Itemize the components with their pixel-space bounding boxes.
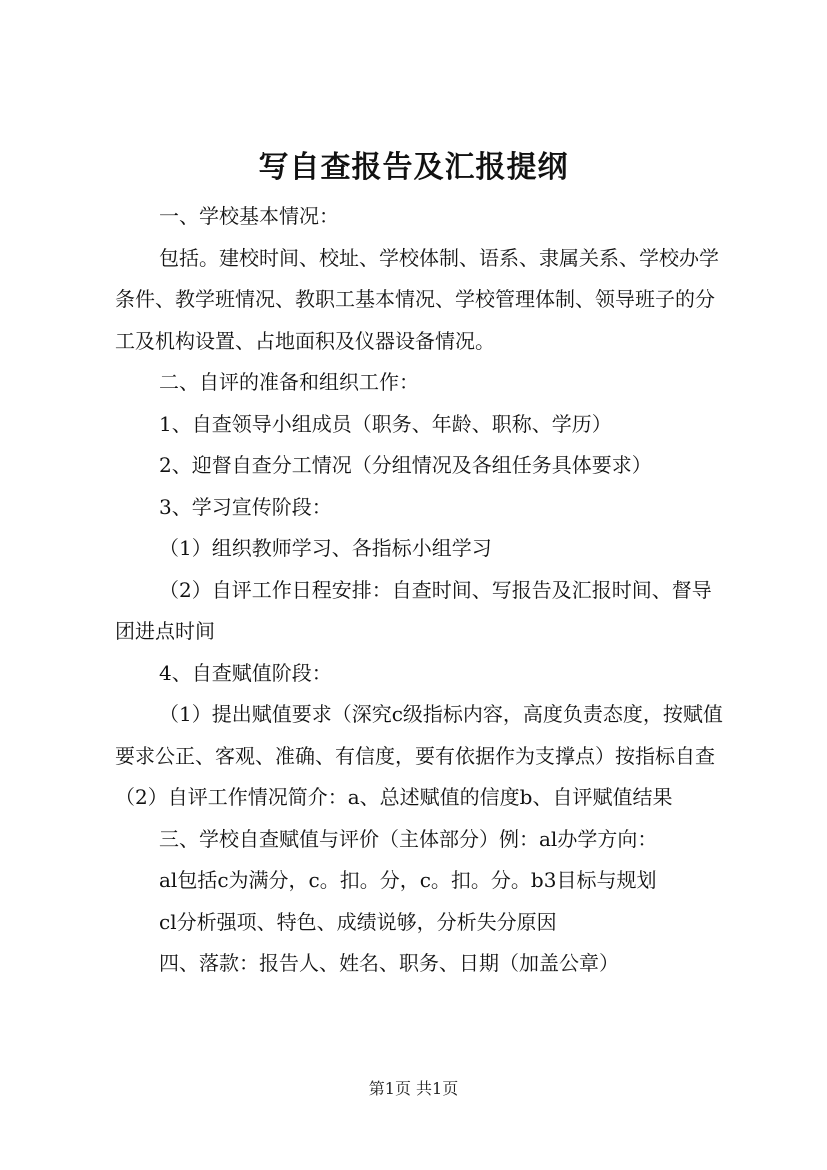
paragraph-self-check-assignment-stage: 4、自查赋值阶段： <box>159 660 332 685</box>
paragraph-self-check-leader-group: 1、自查领导小组成员（职务、年龄、职称、学历） <box>159 411 612 436</box>
paragraph-scoring-example: al包括c为满分，c。扣。分，c。扣。分。b3目标与规划 <box>159 868 657 892</box>
paragraph-strengths-analysis: cl分析强项、特色、成绩说够，分析失分原因 <box>159 909 557 934</box>
paragraph-school-basic-info-heading: 一、学校基本情况： <box>159 204 339 228</box>
document-body <box>115 196 725 985</box>
paragraph-self-evaluation-preparation-heading: 二、自评的准备和组织工作： <box>159 370 419 394</box>
paragraph-school-self-check-evaluation: 三、学校自查赋值与评价（主体部分）例：al办学方向： <box>159 826 658 851</box>
paragraph-assignment-requirements: （1）提出赋值要求（深究c级指标内容，高度负责态度，按赋值要求公正、客观、准确、有信度，要有依据作为支撑点）按指标自查（2）自评工作情况简介：a、总述赋值的信度b、自评赋值结果 <box>115 702 723 809</box>
page-footer: 第1页 共1页 <box>368 1079 459 1098</box>
paragraph-learning-promotion-stage: 3、学习宣传阶段： <box>159 494 332 519</box>
paragraph-teacher-learning: （1）组织教师学习、各指标小组学习 <box>159 536 492 560</box>
paragraph-self-evaluation-schedule: （2）自评工作日程安排：自查时间、写报告及汇报时间、督导团进点时间 <box>115 577 712 643</box>
paragraph-signature-section: 四、落款：报告人、姓名、职务、日期（加盖公章） <box>159 951 619 975</box>
paragraph-self-check-division: 2、迎督自查分工情况（分组情况及各组任务具体要求） <box>159 453 652 477</box>
paragraph-school-basic-info-details: 包括。建校时间、校址、学校体制、语系、隶属关系、学校办学条件、教学班情况、教职工基本情况、学校管理体制、领导班子的分工及机构设置、占地面积及仪器设备情况。 <box>115 245 719 353</box>
document-title: 写自查报告及汇报提纲 <box>258 150 569 185</box>
